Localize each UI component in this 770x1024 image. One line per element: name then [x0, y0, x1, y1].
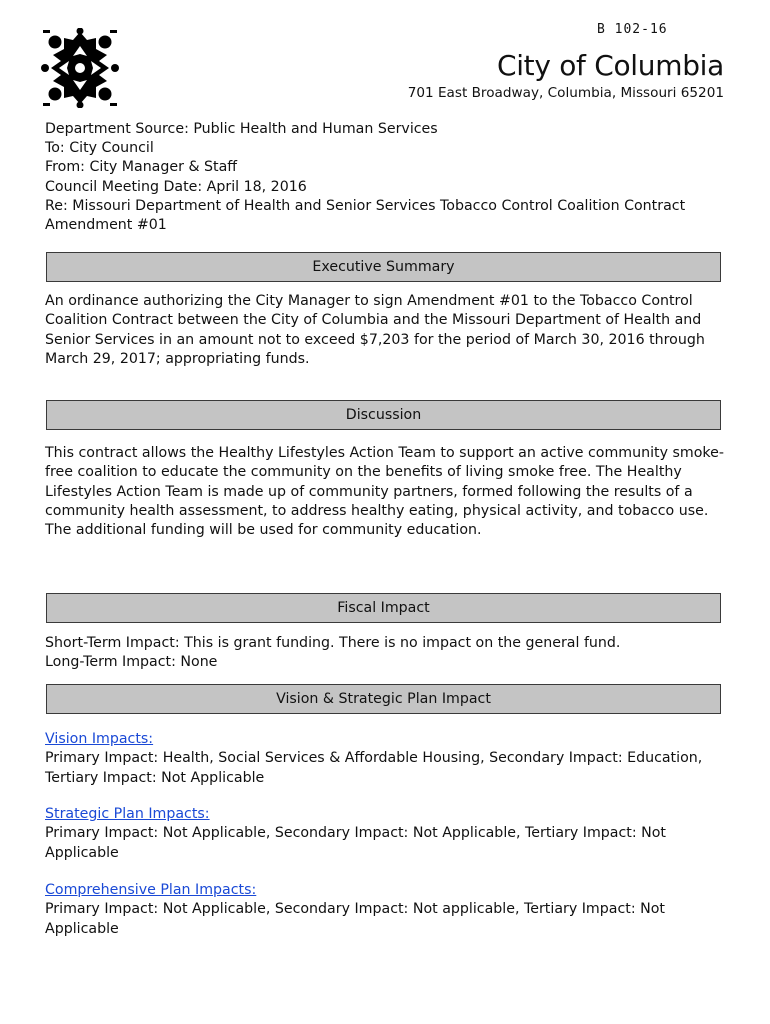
long-term-impact: Long-Term Impact: None: [45, 654, 218, 671]
recipient: To: City Council: [45, 140, 154, 157]
memo-meta: [45, 120, 735, 235]
executive-summary-text: An ordinance authorizing the City Manager to sign Amendment #01 to the Tobacco Control Coalition Contract between the City of Columbia and the Missouri Department of Health and Senior Services in an amount not to exceed $7,203 for the period of March 30, 2016 through March 29, 2017; appropriating funds.: [45, 293, 705, 367]
city-address: 701 East Broadway, Columbia, Missouri 65201: [407, 85, 724, 101]
vision-strategic-header: Vision & Strategic Plan Impact: [46, 684, 721, 714]
strategic-plan-impacts-link[interactable]: Strategic Plan Impacts:: [45, 806, 210, 822]
fiscal-impact-header: Fiscal Impact: [46, 593, 721, 623]
discussion-header: Discussion: [46, 400, 721, 430]
comprehensive-plan-impacts-text: Primary Impact: Not Applicable, Secondary Impact: Not applicable, Tertiary Impact: Not Applicable: [45, 901, 665, 937]
subject-line-continued: Amendment #01: [45, 217, 167, 234]
executive-summary-header: Executive Summary: [46, 252, 721, 282]
meeting-date: Council Meeting Date: April 18, 2016: [45, 178, 307, 195]
comprehensive-plan-impacts-link[interactable]: Comprehensive Plan Impacts:: [45, 882, 257, 898]
short-term-impact: Short-Term Impact: This is grant funding. There is no impact on the general fund.: [45, 635, 621, 651]
city-of-columbia-logo-icon: [41, 28, 119, 108]
comprehensive-plan-block: [45, 881, 729, 939]
document-id: B 102-16: [597, 22, 668, 37]
city-title: City of Columbia: [496, 49, 724, 82]
vision-impacts-block: [45, 730, 729, 788]
department-source: Department Source: Public Health and Human Services: [45, 121, 438, 137]
vision-impacts-link[interactable]: Vision Impacts:: [45, 731, 154, 747]
fiscal-impact-text: [45, 634, 729, 673]
vision-impacts-text: Primary Impact: Health, Social Services & Affordable Housing, Secondary Impact: Education, Tertiary Impact: Not Applicable: [45, 750, 703, 786]
subject-line: Re: Missouri Department of Health and Senior Services Tobacco Control Coalition Contract: [45, 197, 686, 214]
strategic-plan-block: [45, 805, 729, 863]
sender: From: City Manager & Staff: [45, 159, 238, 176]
strategic-plan-impacts-text: Primary Impact: Not Applicable, Secondary Impact: Not Applicable, Tertiary Impact: Not Applicable: [45, 825, 666, 861]
discussion-text: This contract allows the Healthy Lifestyles Action Team to support an active community smoke-free coalition to educate the community on the benefits of living smoke free. The Healthy Lifestyles Action Team is made up of community partners, formed following the results of a community health assessment, to address healthy eating, physical activity, and tobacco use. The additional funding will be used for community education.: [45, 445, 724, 539]
